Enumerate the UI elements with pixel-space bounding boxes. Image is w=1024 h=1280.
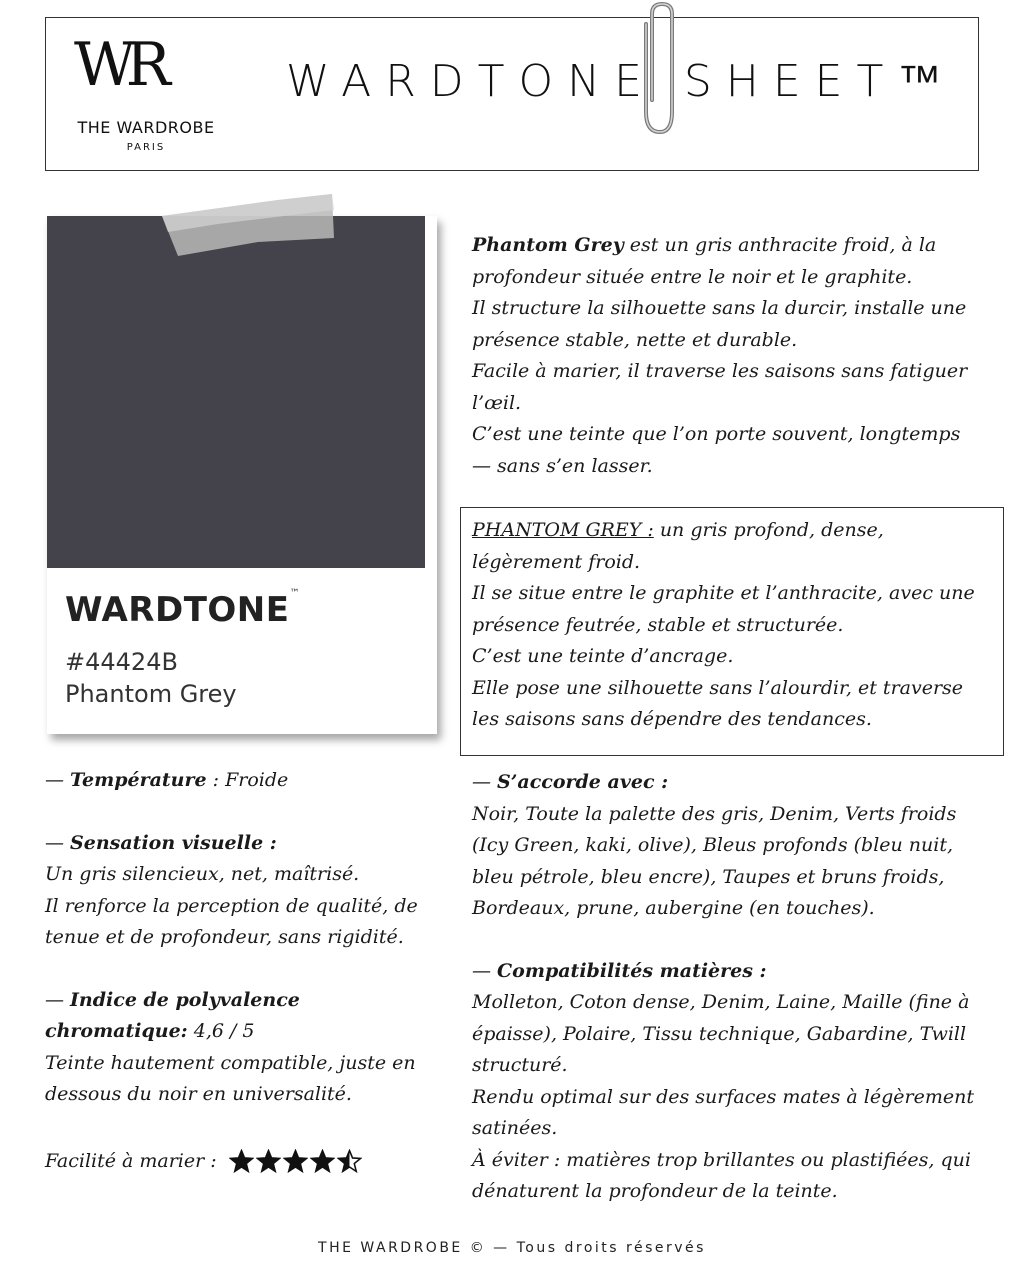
star-rating bbox=[229, 1149, 364, 1174]
star-icon bbox=[256, 1149, 281, 1174]
materials-text: Molleton, Coton dense, Denim, Laine, Maille (fine à épaisse), Polaire, Tissu technique, Gabardine, Twill structuré. bbox=[472, 991, 970, 1076]
ease-label: Facilité à marier : bbox=[45, 1149, 217, 1172]
polyvalence-value: 4,6 / 5 bbox=[187, 1020, 255, 1042]
logo-name: THE WARDROBE bbox=[77, 118, 215, 137]
materials-line-3: À éviter : matières trop brillantes ou plastifiées, qui dénaturent la profondeur de la teinte. bbox=[472, 1148, 971, 1202]
sensation-heading: — Sensation visuelle : bbox=[45, 831, 277, 854]
description-line-1: est un gris anthracite froid, à la profondeur située entre le noir et le graphite. bbox=[472, 234, 937, 288]
ease-row bbox=[45, 1146, 445, 1178]
sensation-line-1: Un gris silencieux, net, maîtrisé. bbox=[45, 863, 360, 885]
materials-heading: — Compatibilités matières : bbox=[472, 959, 767, 982]
footer-copyright: THE WARDROBE © — Tous droits réservés bbox=[318, 1240, 706, 1256]
temperature-value: : Froide bbox=[206, 769, 289, 791]
materials-line-2: Rendu optimal sur des surfaces mates à légèrement satinées. bbox=[472, 1085, 974, 1139]
star-icon bbox=[229, 1149, 254, 1174]
color-swatch bbox=[47, 216, 425, 568]
color-name-lead: Phantom Grey bbox=[472, 234, 624, 256]
paperclip-icon bbox=[638, 0, 686, 138]
star-icon bbox=[310, 1149, 335, 1174]
swatch-brand: WARDTONE™ bbox=[65, 588, 300, 630]
summary-label: PHANTOM GREY : bbox=[472, 519, 654, 541]
polyvalence-row: — Indice de polyvalence chromatique: 4,6 / 5 bbox=[45, 988, 300, 1042]
match-label: S’accorde avec : bbox=[497, 771, 669, 793]
swatch-name: Phantom Grey bbox=[65, 680, 237, 708]
trademark-mark: ™ bbox=[289, 588, 300, 599]
summary-line-3: C’est une teinte d’ancrage. bbox=[472, 645, 734, 667]
summary-line-2: Il se situe entre le graphite et l’anthracite, avec une présence feutrée, stable et structurée. bbox=[472, 582, 975, 636]
polyvalence-text: Teinte hautement compatible, juste en dessous du noir en universalité. bbox=[45, 1051, 416, 1105]
logo-city: PARIS bbox=[126, 142, 166, 153]
right-column bbox=[472, 767, 987, 1208]
summary-line-4: Elle pose une silhouette sans l’alourdir, et traverse les saisons sans dépendre des tendances. bbox=[472, 676, 964, 730]
description-line-4: C’est une teinte que l’on porte souvent, longtemps — sans s’en lasser. bbox=[472, 423, 961, 477]
logo-monogram: WR bbox=[74, 30, 161, 100]
tape-strip bbox=[158, 190, 338, 258]
sensation-line-2: Il renforce la perception de qualité, de tenue et de profondeur, sans rigidité. bbox=[45, 894, 418, 948]
header-box bbox=[45, 17, 979, 171]
temperature-row: — Température : Froide bbox=[45, 769, 289, 791]
description-line-2: Il structure la silhouette sans la durcir, installe une présence stable, nette et durable. bbox=[472, 297, 967, 351]
swatch-hex: #44424B bbox=[65, 648, 178, 676]
match-heading: — S’accorde avec : bbox=[472, 771, 669, 793]
materials-label: Compatibilités matières : bbox=[497, 959, 767, 982]
description-line-3: Facile à marier, il traverse les saisons sans fatiguer l’œil. bbox=[472, 360, 968, 414]
match-text: Noir, Toute la palette des gris, Denim, Verts froids (Icy Green, kaki, olive), Bleus profonds (bleu nuit, bleu pétrole, bleu encre), Taupes et bruns froids, Bordeaux, prune, aubergine (en touches). bbox=[472, 802, 957, 919]
summary-line-1: un gris profond, dense, légèrement froid. bbox=[472, 519, 884, 573]
color-description bbox=[472, 230, 982, 482]
sensation-label: Sensation visuelle : bbox=[70, 831, 277, 854]
brand-logo bbox=[68, 30, 224, 158]
temperature-label: Température bbox=[70, 769, 207, 791]
summary-text bbox=[472, 515, 994, 736]
star-icon bbox=[283, 1149, 308, 1174]
star-icon bbox=[337, 1149, 362, 1174]
left-column bbox=[45, 765, 445, 1177]
sheet-title: WARDTONE SHEET™ bbox=[286, 56, 956, 107]
polyvalence-label: Indice de polyvalence chromatique: bbox=[45, 988, 300, 1042]
